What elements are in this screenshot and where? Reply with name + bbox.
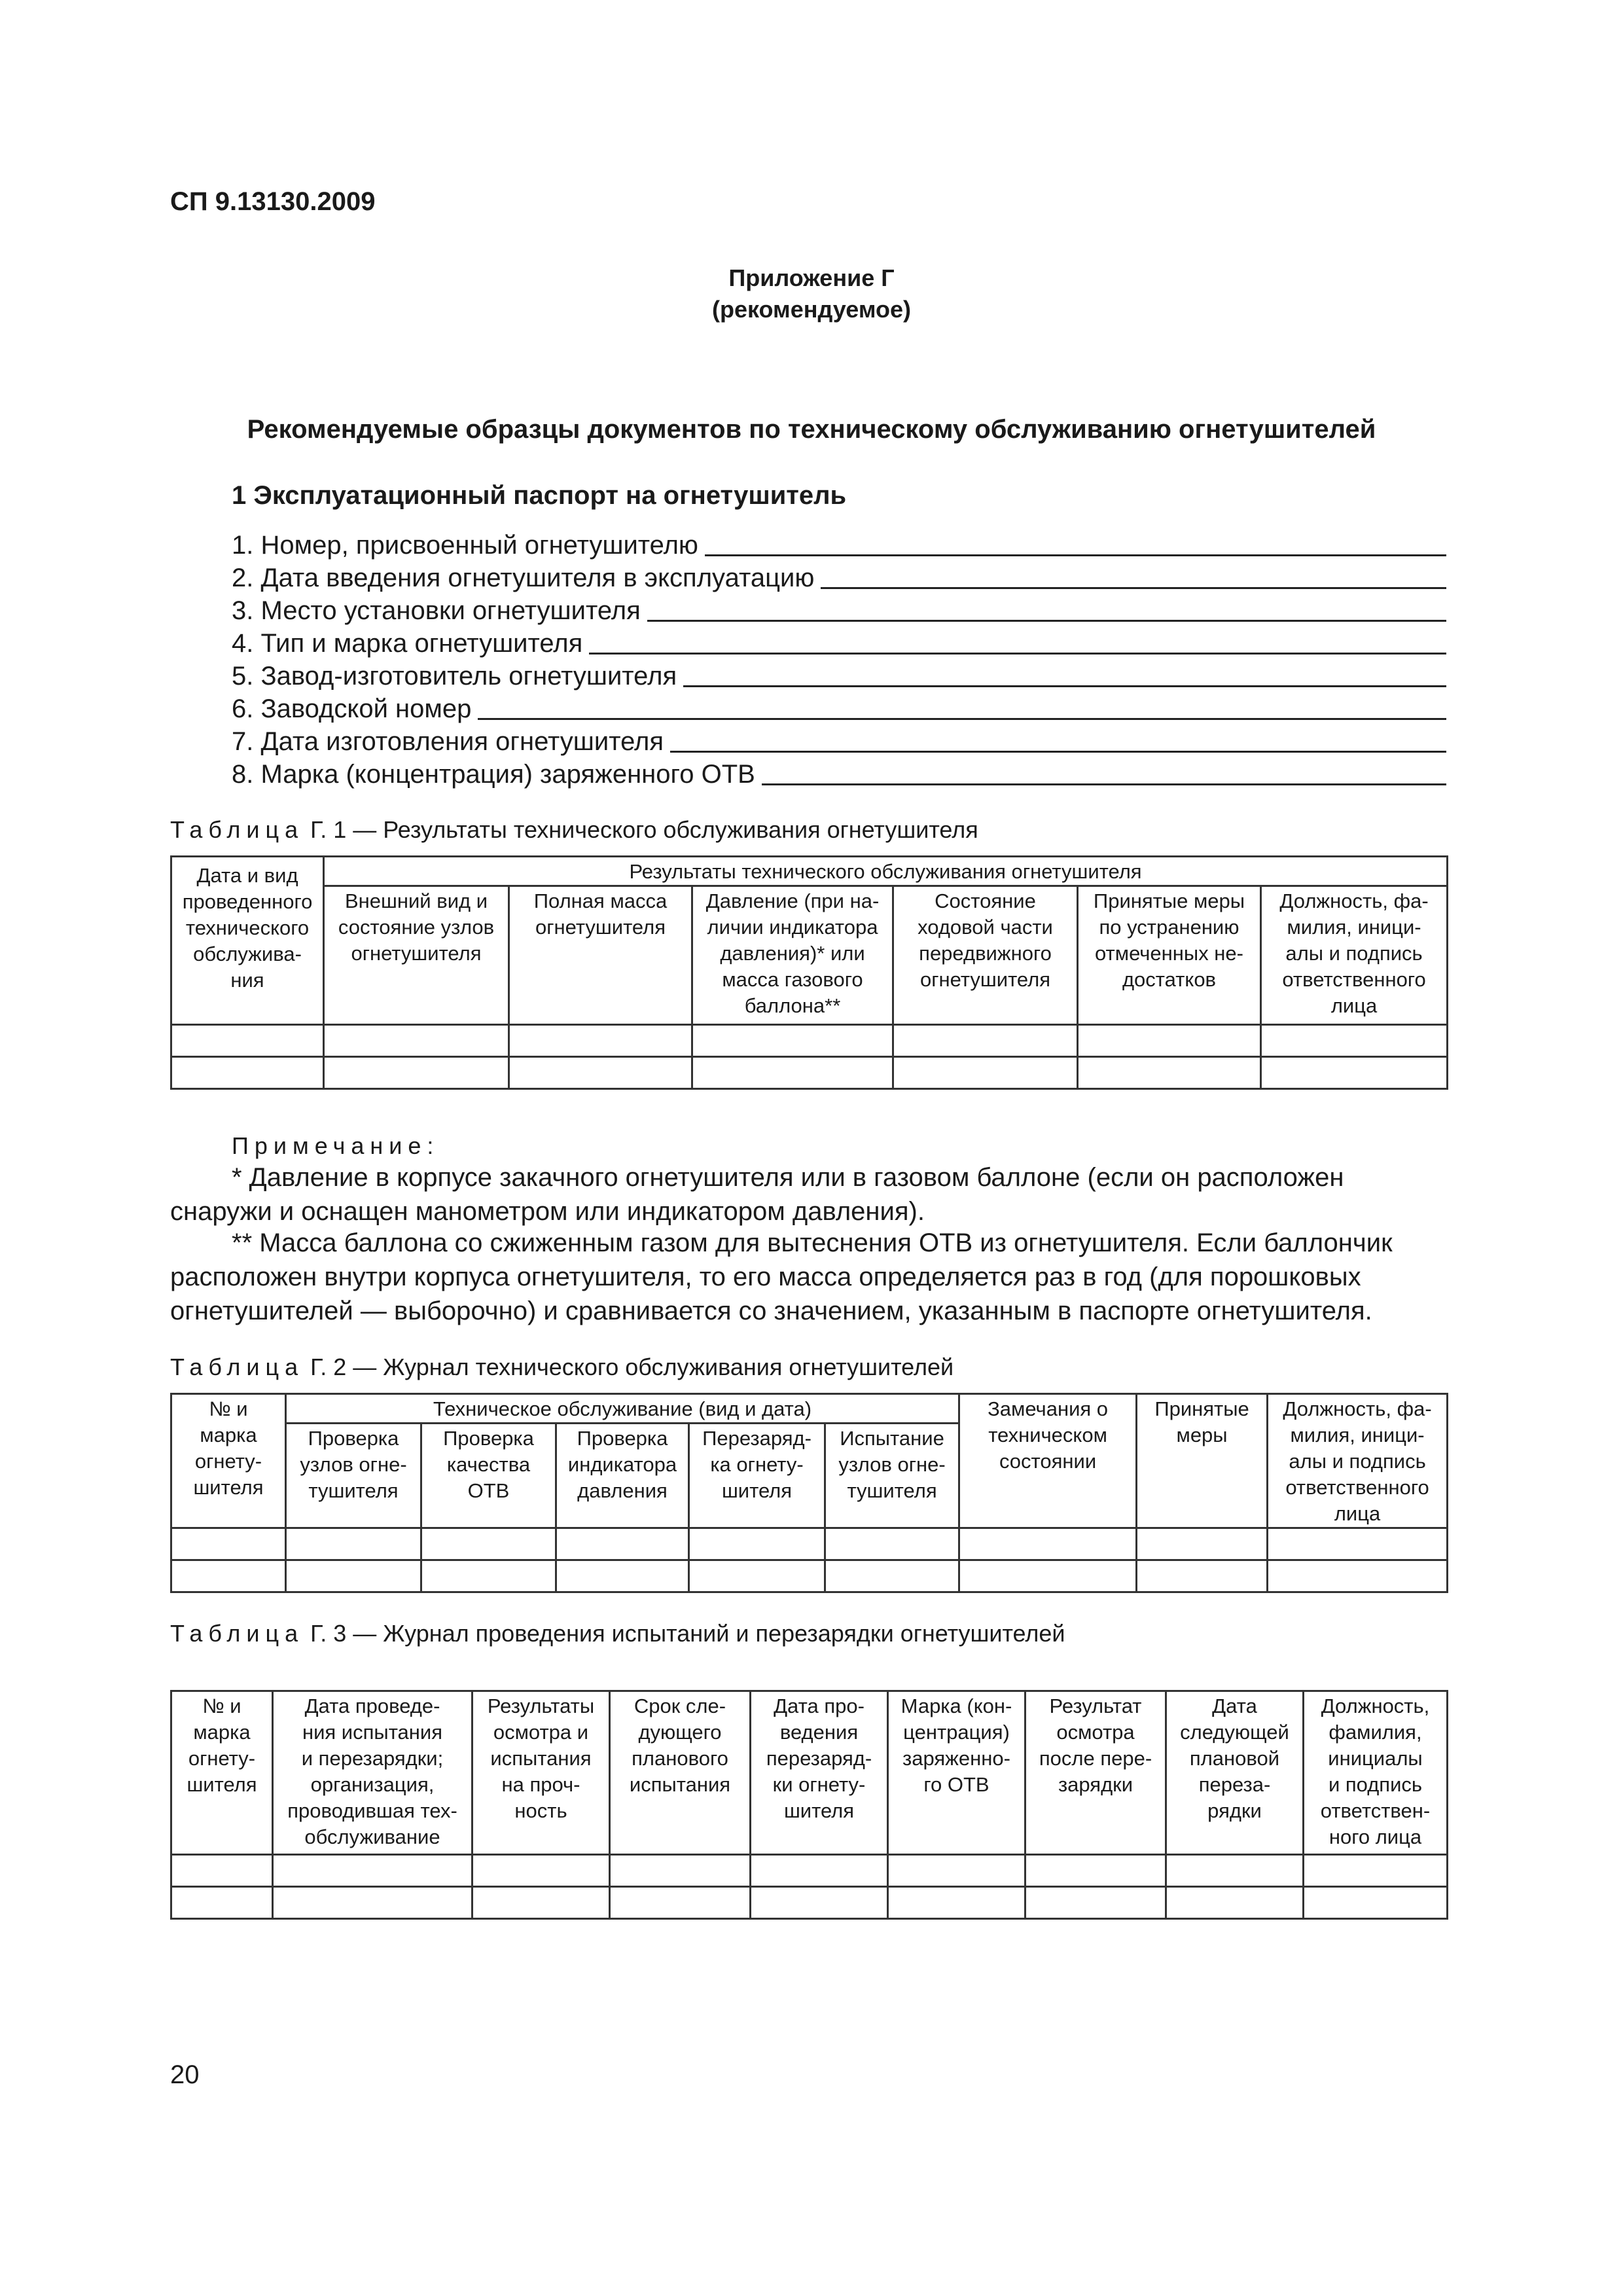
page-number: 20: [170, 2060, 200, 2089]
table-cell[interactable]: [610, 1855, 751, 1887]
table-cell[interactable]: [421, 1560, 556, 1592]
table-row: [171, 1057, 1448, 1089]
testing-log-table: [170, 1690, 1448, 1920]
field-label: 5. Завод-изготовитель огнетушителя: [232, 662, 677, 691]
table-cell[interactable]: [1304, 1887, 1448, 1919]
note-1: * Давление в корпусе закачного огнетушителя или в газовом баллоне (если он расположен снаружи и оснащен манометром или индикатором давления).: [170, 1163, 1344, 1226]
table-cell[interactable]: [473, 1855, 610, 1887]
table-cell[interactable]: [1078, 1057, 1261, 1089]
table-cell[interactable]: [1078, 1025, 1261, 1057]
maintenance-results-table: [170, 855, 1448, 1090]
fill-line: [478, 718, 1446, 720]
table-cell[interactable]: [171, 1560, 286, 1592]
table-cell[interactable]: [751, 1887, 888, 1919]
fill-line: [647, 620, 1446, 622]
table-cell[interactable]: [1261, 1025, 1448, 1057]
passport-field[interactable]: [232, 593, 1446, 626]
fill-line: [670, 751, 1446, 753]
header-recharge-date: Дата про- ведения перезаряд- ки огнету- шителя: [751, 1691, 888, 1855]
appendix-subtitle: (рекомендуемое): [712, 296, 911, 323]
table-cell[interactable]: [1026, 1855, 1166, 1887]
caption-word: Таблица: [170, 1620, 304, 1647]
table-row: [171, 1560, 1448, 1592]
table-cell[interactable]: [692, 1025, 893, 1057]
header-number-brand: № и марка огнету- шителя: [171, 1691, 273, 1855]
table-cell[interactable]: [171, 1887, 273, 1919]
caption-text: Г. 1 — Результаты технического обслуживания огнетушителя: [304, 816, 978, 843]
header-next-test: Срок сле- дующего планового испытания: [610, 1691, 751, 1855]
fill-line: [762, 783, 1446, 785]
table-cell[interactable]: [1261, 1057, 1448, 1089]
passport-field[interactable]: [232, 757, 1446, 789]
table-cell[interactable]: [1137, 1560, 1268, 1592]
table-cell[interactable]: [421, 1528, 556, 1560]
notes-heading: Примечание:: [232, 1132, 440, 1159]
header-test-date: Дата проведе- ния испытания и перезарядки; организация, проводившая тех- обслуживание: [273, 1691, 473, 1855]
main-title: Рекомендуемые образцы документов по техническому обслуживанию огнетушителей: [247, 415, 1376, 444]
table-cell[interactable]: [888, 1887, 1026, 1919]
header-maintenance: Техническое обслуживание (вид и дата): [286, 1394, 959, 1424]
passport-field[interactable]: [232, 560, 1446, 593]
note-2: ** Масса баллона со сжиженным газом для вытеснения ОТВ из огнетушителя. Если баллончик расположен внутри корпуса огнетушителя, то его масса определяется раз в год (для порошковых огнетушителей — выборочно) и сравнивается со значением, указанным в паспорте огнетушителя.: [170, 1229, 1393, 1325]
header-results: Результаты технического обслуживания огнетушителя: [324, 857, 1448, 886]
table-cell[interactable]: [171, 1528, 286, 1560]
header-date-type: Дата и вид проведенного технического обслужива- ния: [171, 857, 324, 1025]
maintenance-log-table: [170, 1393, 1448, 1593]
table-cell[interactable]: [689, 1560, 825, 1592]
header-next-recharge: Дата следующей плановой переза- рядки: [1166, 1691, 1304, 1855]
header-responsible: Должность, фа- милия, иници- алы и подпись ответственного лица: [1268, 1394, 1448, 1528]
table-cell[interactable]: [1026, 1887, 1166, 1919]
table-row: [171, 1025, 1448, 1057]
table-cell[interactable]: [825, 1528, 959, 1560]
table-cell[interactable]: [1268, 1528, 1448, 1560]
passport-field[interactable]: [232, 691, 1446, 724]
table-cell[interactable]: [893, 1025, 1078, 1057]
table-cell[interactable]: [692, 1057, 893, 1089]
field-label: 6. Заводской номер: [232, 694, 472, 723]
header-check-indicator: Проверка индикатора давления: [556, 1424, 689, 1528]
field-label: 2. Дата введения огнетушителя в эксплуатацию: [232, 564, 815, 592]
table-cell[interactable]: [888, 1855, 1026, 1887]
table-cell[interactable]: [825, 1560, 959, 1592]
table-cell[interactable]: [473, 1887, 610, 1919]
passport-field[interactable]: [232, 626, 1446, 658]
table-cell[interactable]: [1166, 1887, 1304, 1919]
table-cell[interactable]: [1137, 1528, 1268, 1560]
table-cell[interactable]: [171, 1057, 324, 1089]
table-row: [171, 1887, 1448, 1919]
fill-line: [589, 653, 1446, 655]
passport-field[interactable]: [232, 658, 1446, 691]
header-inspection-results: Результаты осмотра и испытания на проч- ность: [473, 1691, 610, 1855]
table-cell[interactable]: [286, 1528, 421, 1560]
header-measures: Принятые меры по устранению отмеченных не- достатков: [1078, 886, 1261, 1025]
table-row: [171, 1855, 1448, 1887]
caption-text: Г. 3 — Журнал проведения испытаний и перезарядки огнетушителей: [304, 1620, 1065, 1647]
appendix-title: Приложение Г: [728, 264, 895, 291]
table-cell[interactable]: [556, 1560, 689, 1592]
table-cell[interactable]: [324, 1025, 509, 1057]
header-remarks: Замечания о техническом состоянии: [959, 1394, 1137, 1528]
passport-field[interactable]: [232, 724, 1446, 757]
table-cell[interactable]: [959, 1560, 1137, 1592]
table-cell[interactable]: [959, 1528, 1137, 1560]
caption-word: Таблица: [170, 1354, 304, 1380]
table-cell[interactable]: [610, 1887, 751, 1919]
field-label: 3. Место установки огнетушителя: [232, 596, 641, 625]
header-chassis: Состояние ходовой части передвижного огнетушителя: [893, 886, 1078, 1025]
header-check-units: Проверка узлов огне- тушителя: [286, 1424, 421, 1528]
field-label: 4. Тип и марка огнетушителя: [232, 629, 583, 658]
table-cell[interactable]: [273, 1887, 473, 1919]
header-number-brand: № и марка огнету- шителя: [171, 1394, 286, 1528]
table-cell[interactable]: [1268, 1560, 1448, 1592]
header-check-quality: Проверка качества ОТВ: [421, 1424, 556, 1528]
fill-line: [705, 554, 1446, 556]
table-caption: [170, 1354, 954, 1381]
table-cell[interactable]: [893, 1057, 1078, 1089]
table-cell[interactable]: [171, 1855, 273, 1887]
caption-word: Таблица: [170, 816, 304, 843]
header-responsible: Должность, фа- милия, иници- алы и подпись ответственного лица: [1261, 886, 1448, 1025]
document-code: СП 9.13130.2009: [170, 187, 376, 216]
table-cell[interactable]: [1304, 1855, 1448, 1887]
header-agent-brand: Марка (кон- центрация) заряженно- го ОТВ: [888, 1691, 1026, 1855]
caption-text: Г. 2 — Журнал технического обслуживания огнетушителей: [304, 1354, 954, 1380]
header-recharge: Перезаряд- ка огнету- шителя: [689, 1424, 825, 1528]
header-responsible: Должность, фамилия, инициалы и подпись ответствен- ного лица: [1304, 1691, 1448, 1855]
header-pressure: Давление (при на- личии индикатора давления)* или масса газового баллона**: [692, 886, 893, 1025]
table-cell[interactable]: [509, 1057, 692, 1089]
field-label: 7. Дата изготовления огнетушителя: [232, 727, 664, 756]
table-cell[interactable]: [273, 1855, 473, 1887]
fill-line: [821, 587, 1446, 589]
header-post-recharge: Результат осмотра после пере- зарядки: [1026, 1691, 1166, 1855]
passport-field[interactable]: [232, 528, 1446, 560]
table-cell[interactable]: [324, 1057, 509, 1089]
table-cell[interactable]: [556, 1528, 689, 1560]
table-cell[interactable]: [1166, 1855, 1304, 1887]
table-cell[interactable]: [689, 1528, 825, 1560]
header-mass: Полная масса огнетушителя: [509, 886, 692, 1025]
header-appearance: Внешний вид и состояние узлов огнетушителя: [324, 886, 509, 1025]
table-row: [171, 1528, 1448, 1560]
table-caption: [170, 816, 978, 844]
table-cell[interactable]: [751, 1855, 888, 1887]
table-cell[interactable]: [171, 1025, 324, 1057]
header-test-units: Испытание узлов огне- тушителя: [825, 1424, 959, 1528]
field-label: 8. Марка (концентрация) заряженного ОТВ: [232, 760, 755, 789]
table-cell[interactable]: [286, 1560, 421, 1592]
table-caption: [170, 1620, 1065, 1647]
section-title: 1 Эксплуатационный паспорт на огнетушитель: [232, 481, 847, 510]
table-cell[interactable]: [509, 1025, 692, 1057]
header-measures: Принятые меры: [1137, 1394, 1268, 1528]
field-label: 1. Номер, присвоенный огнетушителю: [232, 531, 698, 560]
fill-line: [683, 685, 1446, 687]
